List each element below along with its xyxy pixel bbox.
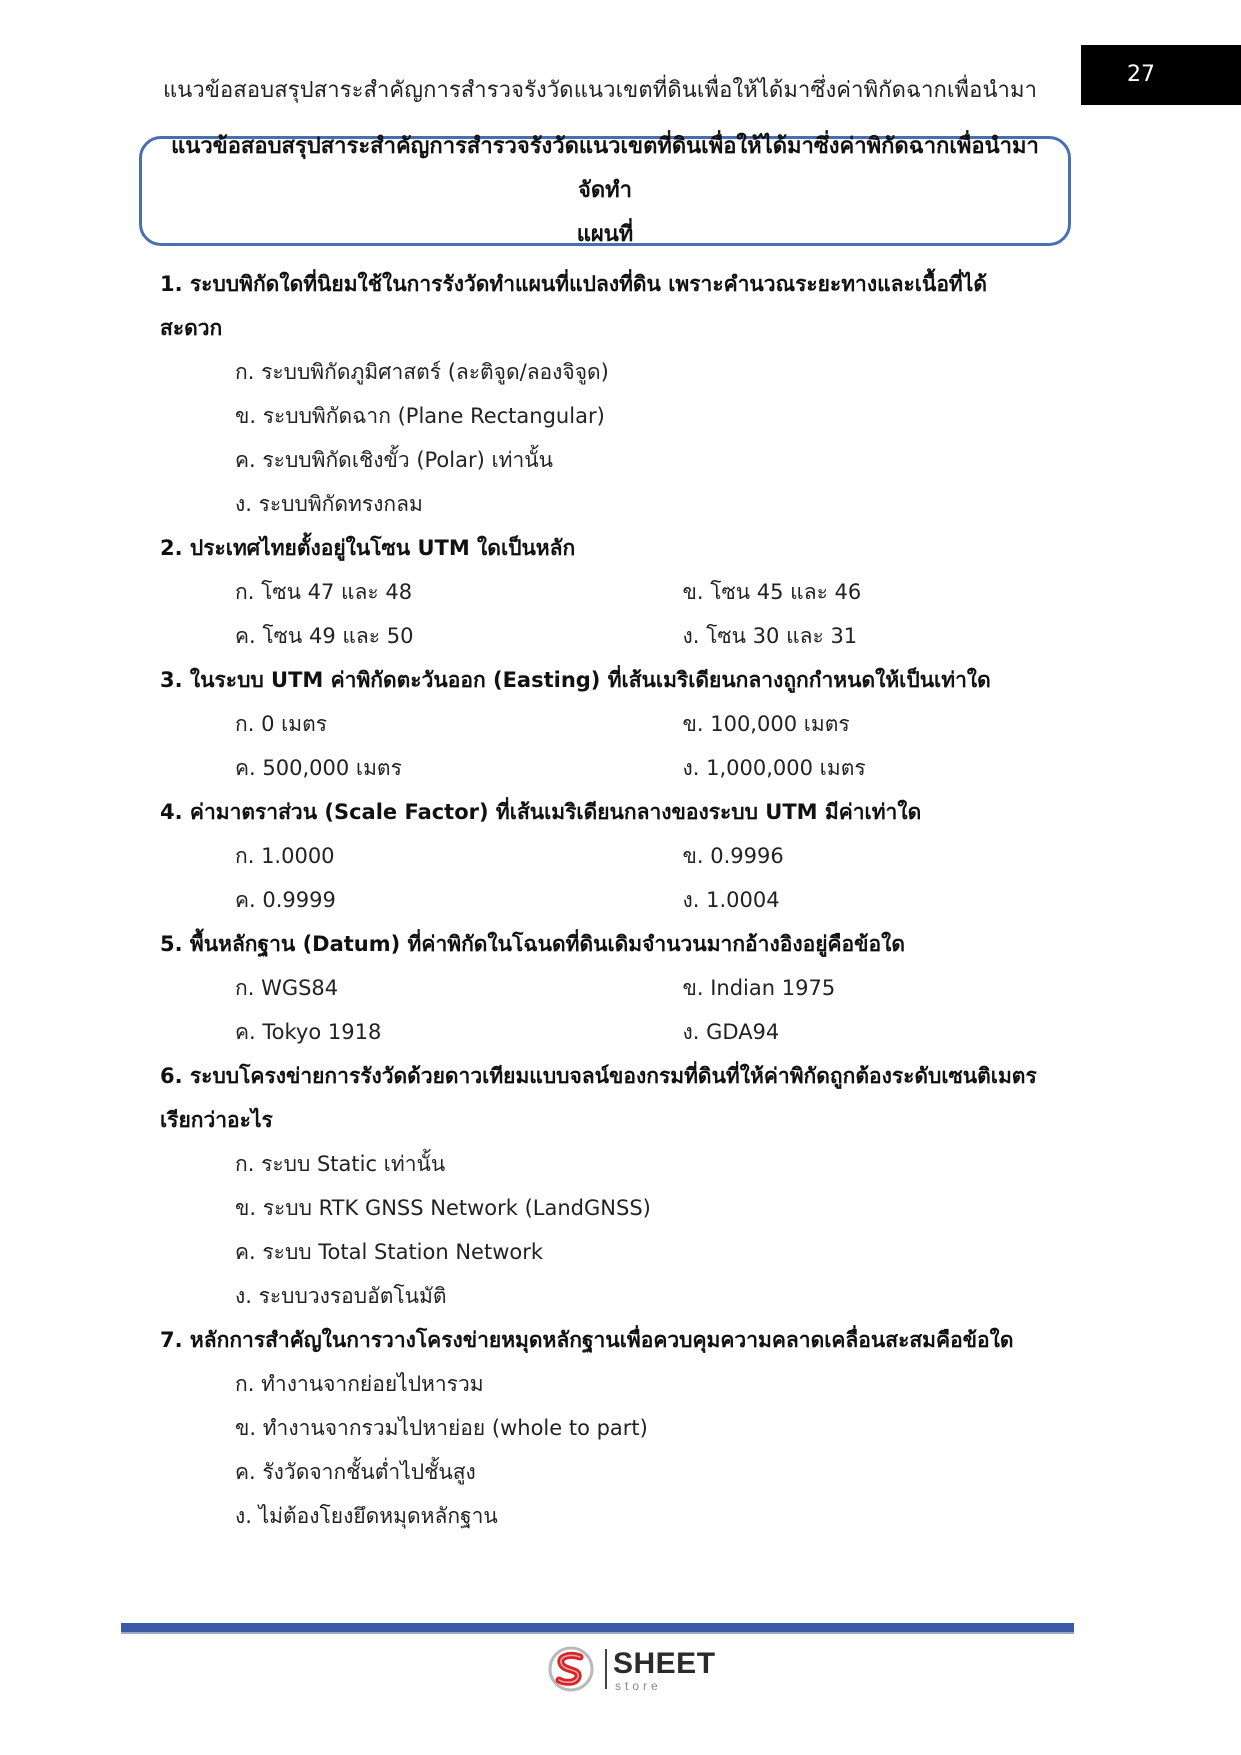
question-1-text-cont: สะดวก [160, 316, 223, 340]
document-title [162, 125, 1048, 257]
sheet-store-logo [547, 1645, 717, 1695]
q5-option-a: ก. WGS84 [235, 976, 339, 1000]
document-title-line2: แผนที่ [576, 222, 634, 247]
title-box [139, 136, 1071, 246]
q4-option-c: ค. 0.9999 [235, 888, 336, 912]
q2-option-b: ข. โซน 45 และ 46 [682, 580, 862, 604]
q7-option-d: ง. ไม่ต้องโยงยึดหมุดหลักฐาน [235, 1504, 498, 1528]
q6-option-a: ก. ระบบ Static เท่านั้น [235, 1152, 446, 1176]
q3-options-row2 [160, 746, 1060, 790]
question-4-text: 4. ค่ามาตราส่วน (Scale Factor) ที่เส้นเมริเดียนกลางของระบบ UTM มีค่าเท่าใด [160, 800, 922, 824]
q3-option-d: ง. 1,000,000 เมตร [682, 756, 866, 780]
q2-options-row2 [160, 614, 1060, 658]
q4-option-d: ง. 1.0004 [682, 888, 780, 912]
q7-option-c: ค. รังวัดจากชั้นต่ำไปชั้นสูง [235, 1460, 476, 1484]
q4-options-row2 [160, 878, 1060, 922]
question-list [160, 262, 1060, 1538]
q1-option-c: ค. ระบบพิกัดเชิงขั้ว (Polar) เท่านั้น [235, 448, 554, 472]
q2-option-a: ก. โซน 47 และ 48 [235, 580, 413, 604]
question-6-text: 6. ระบบโครงข่ายการรังวัดด้วยดาวเทียมแบบจลน์ของกรมที่ดินที่ให้ค่าพิกัดถูกต้องระดับเซนติเมตร [160, 1064, 1037, 1088]
q3-option-a: ก. 0 เมตร [235, 712, 328, 736]
footer-divider [121, 1623, 1074, 1634]
q5-option-b: ข. Indian 1975 [682, 976, 836, 1000]
logo-separator [605, 1649, 607, 1689]
q3-option-b: ข. 100,000 เมตร [682, 712, 850, 736]
page-number-box [1081, 45, 1241, 105]
question-2-text: 2. ประเทศไทยตั้งอยู่ในโซน UTM ใดเป็นหลัก [160, 536, 576, 560]
q6-option-c: ค. ระบบ Total Station Network [235, 1240, 544, 1264]
logo-wordmark: SHEET [613, 1647, 716, 1680]
q5-options-row1 [160, 966, 1060, 1010]
question-1-text: 1. ระบบพิกัดใดที่นิยมใช้ในการรังวัดทำแผนที่แปลงที่ดิน เพราะคำนวณระยะทางและเนื้อที่ได้ [160, 272, 987, 296]
q4-option-a: ก. 1.0000 [235, 844, 335, 868]
question-6-text-cont: เรียกว่าอะไร [160, 1108, 273, 1132]
q1-option-d: ง. ระบบพิกัดทรงกลม [235, 492, 423, 516]
s-logo-icon [547, 1645, 595, 1693]
q6-option-b: ข. ระบบ RTK GNSS Network (LandGNSS) [235, 1196, 651, 1220]
question-6 [160, 1054, 1060, 1142]
q5-options-row2 [160, 1010, 1060, 1054]
q2-options-row1 [160, 570, 1060, 614]
document-title-line1: แนวข้อสอบสรุปสาระสำคัญการสำรวจรังวัดแนวเขตที่ดินเพื่อให้ได้มาซึ่งค่าพิกัดฉากเพื่อนำมาจัดทำ [171, 134, 1039, 203]
question-7-text: 7. หลักการสำคัญในการวางโครงข่ายหมุดหลักฐานเพื่อควบคุมความคลาดเคลื่อนสะสมคือข้อใด [160, 1328, 1014, 1352]
q3-options-row1 [160, 702, 1060, 746]
q1-option-a: ก. ระบบพิกัดภูมิศาสตร์ (ละติจูด/ลองจิจูด) [235, 360, 609, 384]
running-header: แนวข้อสอบสรุปสาระสำคัญการสำรวจรังวัดแนวเขตที่ดินเพื่อให้ได้มาซึ่งค่าพิกัดฉากเพื่อนำมา [162, 78, 1038, 103]
q4-option-b: ข. 0.9996 [682, 844, 784, 868]
q6-option-d: ง. ระบบวงรอบอัตโนมัติ [235, 1284, 447, 1308]
q7-option-a: ก. ทำงานจากย่อยไปหารวม [235, 1372, 484, 1396]
q2-option-d: ง. โซน 30 และ 31 [682, 624, 858, 648]
q4-options-row1 [160, 834, 1060, 878]
q2-option-c: ค. โซน 49 และ 50 [235, 624, 414, 648]
q5-option-d: ง. GDA94 [682, 1020, 780, 1044]
logo-subtext: store [615, 1679, 662, 1693]
q3-option-c: ค. 500,000 เมตร [235, 756, 402, 780]
question-3-text: 3. ในระบบ UTM ค่าพิกัดตะวันออก (Easting) ที่เส้นเมริเดียนกลางถูกกำหนดให้เป็นเท่าใด [160, 668, 991, 692]
q1-option-b: ข. ระบบพิกัดฉาก (Plane Rectangular) [235, 404, 605, 428]
q5-option-c: ค. Tokyo 1918 [235, 1020, 382, 1044]
page-number: 27 [1127, 62, 1155, 87]
q7-option-b: ข. ทำงานจากรวมไปหาย่อย (whole to part) [235, 1416, 648, 1440]
question-1 [160, 262, 1060, 350]
question-5-text: 5. พื้นหลักฐาน (Datum) ที่ค่าพิกัดในโฉนดที่ดินเดิมจำนวนมากอ้างอิงอยู่คือข้อใด [160, 932, 906, 956]
